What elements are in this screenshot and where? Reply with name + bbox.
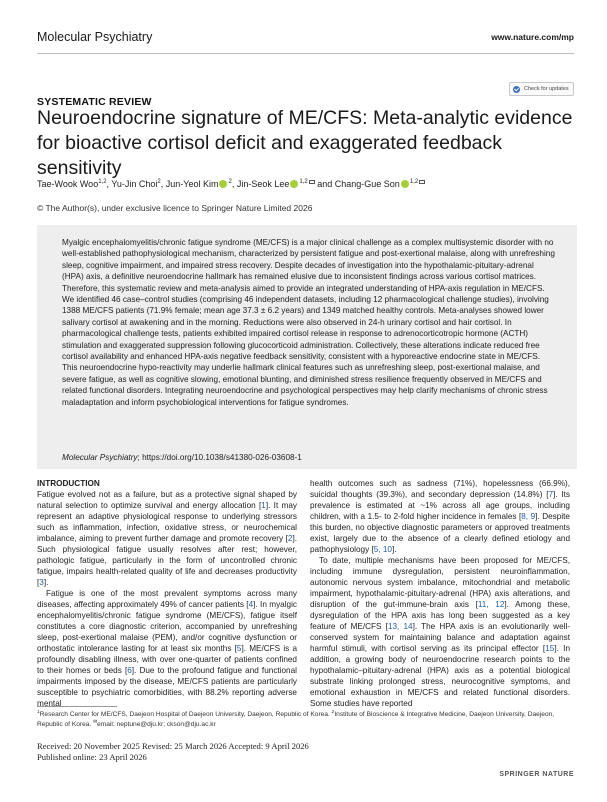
author-separator: , bbox=[160, 179, 166, 189]
article-type: SYSTEMATIC REVIEW bbox=[37, 96, 152, 108]
author-name[interactable]: Jun-Yeol Kim bbox=[165, 179, 219, 189]
author-name[interactable]: Chang-Gue Son bbox=[334, 179, 400, 189]
publisher-logo: SPRINGER NATURE bbox=[499, 771, 574, 778]
author-name[interactable]: Yu-Jin Choi bbox=[111, 179, 158, 189]
paragraph-text: ]. bbox=[391, 545, 397, 554]
author-separator: , bbox=[231, 179, 237, 189]
journal-name: Molecular Psychiatry bbox=[37, 30, 153, 44]
reference-link[interactable]: 13, 14 bbox=[387, 622, 413, 631]
author-affiliation-mark: 1,2 bbox=[299, 179, 308, 185]
author-affiliation-mark: 2 bbox=[228, 179, 232, 185]
reference-link[interactable]: 2 bbox=[287, 534, 293, 543]
reference-link[interactable]: 5 bbox=[236, 644, 242, 653]
orcid-icon[interactable] bbox=[401, 180, 409, 188]
reference-link[interactable]: 5, 10 bbox=[373, 545, 392, 554]
affiliation-mark: 1 bbox=[37, 709, 40, 715]
reference-link[interactable]: 6 bbox=[127, 666, 132, 675]
reference-link[interactable]: 8, 9 bbox=[521, 512, 536, 521]
check-updates-label: Check for updates bbox=[524, 86, 569, 92]
paragraph-text: ]. Despite this burden, no objective diagnostic parameters or approved treatments exist, largely due to the absence of a clearly defined etiology and pathophysiology [ bbox=[310, 512, 570, 554]
author-name[interactable]: Tae-Wook Woo bbox=[37, 179, 99, 189]
paragraph-text: ]. Due to the profound fatigue and functional impairments imposed by the disease, ME/CFS patients are particularly susceptible to psychiatric comorbidities, with 88.2% reporting adverse mental bbox=[37, 666, 297, 708]
journal-url[interactable]: www.nature.com/mp bbox=[491, 32, 574, 42]
paragraph-text: ]. It may represent an adaptive physiological response to underlying stressors such as inflammation, infection, oxidative stress, or neurochemical imbalance, aiming to prevent further damage and promote recovery [ bbox=[37, 501, 297, 543]
email-icon[interactable] bbox=[419, 180, 425, 184]
reference-link[interactable]: 7 bbox=[548, 490, 554, 499]
body-paragraph bbox=[310, 555, 570, 709]
check-updates-button[interactable] bbox=[509, 82, 574, 96]
body-paragraph bbox=[37, 489, 297, 588]
body-paragraph bbox=[37, 588, 297, 709]
body-column-left bbox=[37, 478, 297, 709]
affiliations bbox=[37, 710, 577, 729]
abstract-text: Myalgic encephalomyelitis/chronic fatigue syndrome (ME/CFS) is a major clinical challenge as a complex multisystemic disorder with no well-established pathophysiological mechanism, characterized by persistent fatigue and post-exertional malaise, along with unrefreshing sleep, cognitive impairment, and impaired stress recovery. Despite decades of investigation into the hypothalamic-pituitary-adrenal (HPA) axis, a definitive neuroendocrine hallmark has remained elusive due to inconsistent findings across various cortisol matrices. Therefore, this systematic review and meta-analysis aimed to provide an integrated understanding of HPA-axis regulation in ME/CFS. We identified 46 case–control studies (comprising 46 independent datasets, including 12 pharmacological challenge studies), involving 1388 ME/CFS patients (71.9% female; mean age 37.3 ± 6.2 years) and 1349 matched healthy controls. Meta-analyses showed lower salivary cortisol at awakening and in the morning. Reductions were also observed in 24-h urinary cortisol and hair cortisol. In pharmacological challenge tests, patients exhibited impaired cortisol release in response to adrenocorticotropic hormone (ACTH) stimulation and exaggerated suppression following glucocorticoid administration. Collectively, these alterations indicate reduced free cortisol availability and enhanced HPA-axis negative feedback sensitivity, consistent with a hyporeactive endocrine state in ME/CFS. This neuroendocrine hypo-reactivity may underlie hallmark clinical features such as unrefreshing sleep, post-exertional malaise, and severe fatigue, as well as cognitive slowing, emotional blunting, and diminished stress resilience frequently observed in ME/CFS and related functional disorders. Integrating neuroendocrine and psychological perspectives may help clarify mechanisms of chronic stress maladaptation and inform psychobiological interventions for fatigue syndromes. bbox=[62, 238, 555, 407]
paragraph-text: ]. The HPA axis is an evolutionarily well-conserved system for maintaining balance and adaptation against harmful stimuli, with cortisol serving as its principal effector [ bbox=[310, 622, 570, 653]
reference-link[interactable]: 4 bbox=[248, 600, 254, 609]
paragraph-text: ]. bbox=[43, 578, 49, 587]
article-dates bbox=[37, 741, 309, 763]
author-name[interactable]: Jin-Seok Lee bbox=[236, 179, 290, 189]
paragraph-text: Fatigue is one of the most prevalent symptoms across many diseases, affecting approximately 49% of cancer patients [ bbox=[37, 589, 297, 609]
left-paragraphs bbox=[37, 489, 297, 709]
affiliation-text: Research Center for ME/CFS, Daejeon Hospital of Daejeon University, Daejeon, Republic of Korea. bbox=[39, 711, 332, 718]
footnote-divider bbox=[37, 706, 117, 707]
header-divider bbox=[37, 53, 574, 54]
dates-published: Published online: 23 April 2026 bbox=[37, 752, 147, 762]
paragraph-text: Fatigue evolved not as a failure, but as a protective signal shaped by natural selection to optimize survival and energy allocation [ bbox=[37, 490, 297, 510]
citation-doi[interactable] bbox=[62, 453, 302, 462]
orcid-icon[interactable] bbox=[219, 180, 227, 188]
affiliation-text: Institute of Bioscience & Integrative Medicine, Daejeon University, Daejeon, Republic of Korea. bbox=[37, 711, 555, 728]
author-separator: , bbox=[106, 179, 112, 189]
author-affiliation-mark: 1,2 bbox=[409, 179, 419, 185]
article-title: Neuroendocrine signature of ME/CFS: Meta-analytic evidence for bioactive cortisol deficit and exaggerated feedback sensitivity bbox=[37, 107, 573, 179]
right-paragraphs bbox=[310, 478, 570, 709]
author-affiliation-mark: 2 bbox=[157, 179, 161, 185]
reference-link[interactable]: 3 bbox=[39, 578, 44, 587]
body-column-right bbox=[310, 478, 570, 709]
affiliation-mark: ✉ bbox=[93, 719, 98, 725]
reference-link[interactable]: 11, 12 bbox=[477, 600, 505, 609]
citation-journal: Molecular Psychiatry bbox=[62, 453, 138, 462]
paragraph-text: ]. Among these, dysregulation of the HPA axis has long been suggested as a key feature of ME/CFS [ bbox=[310, 600, 570, 631]
orcid-icon[interactable] bbox=[290, 180, 298, 188]
reference-link[interactable]: 15 bbox=[545, 644, 555, 653]
doi-link[interactable]: ; https://doi.org/10.1038/s41380-026-03608-1 bbox=[137, 453, 302, 462]
author-affiliation-mark: 1,2 bbox=[98, 179, 107, 185]
reference-link[interactable]: 1 bbox=[261, 501, 266, 510]
affiliation-mark: 2 bbox=[331, 709, 335, 715]
author-separator: and bbox=[314, 179, 335, 189]
affiliation-text: email: neptune@dju.kr; ckson@dju.ac.kr bbox=[97, 720, 216, 728]
copyright-notice: © The Author(s), under exclusive licence to Springer Nature Limited 2026 bbox=[37, 203, 313, 213]
dates-received: Received: 20 November 2025 Revised: 25 March 2026 Accepted: 9 April 2026 bbox=[37, 741, 309, 751]
paragraph-text: health outcomes such as sadness (71%), hopelessness (66.9%), suicidal thoughts (39.3%), and secondary depression (14.8%) [ bbox=[310, 479, 570, 499]
paragraph-text: To date, multiple mechanisms have been proposed for ME/CFS, including immune dysregulation, persistent neuroinflammation, autonomic nervous system imbalance, mitochondrial and metabolic impairment, hypothalamic-pituitary-adrenal (HPA) axis alterations, and disruption of the gut-immune-brain axis [ bbox=[310, 556, 570, 609]
paragraph-text: ]. Such physiological fatigue usually resolves after rest; however, pathologic fatigue, particularly in the form of uncontrolled chronic fatigue, impairs health-related quality of life and decreases productivity [ bbox=[37, 534, 297, 587]
body-paragraph bbox=[310, 478, 570, 555]
author-list bbox=[37, 178, 577, 190]
section-heading-introduction: INTRODUCTION bbox=[37, 479, 100, 488]
paragraph-text: ]. In addition, a growing body of neuroendocrine research points to the hypothalamic–pituitary-adrenal (HPA) axis as a potential biological substrate linking prolonged stress, neurocognitive symptoms, and emotional exhaustion in ME/CFS and related functional disorders. Some studies have reported bbox=[310, 644, 570, 708]
paragraph-text: ]. Its prevalence is estimated at ~1% across all age groups, including children, with a 1.5- to 2-fold higher incidence in females [ bbox=[310, 490, 571, 521]
check-icon bbox=[513, 86, 520, 93]
paragraph-text: ]. In myalgic encephalomyelitis/chronic fatigue syndrome (ME/CFS), fatigue itself constitutes a core diagnostic criterion, accompanied by unrefreshing sleep, post-exertional malaise (PEM), and/or cognitive dysfunction or orthostatic intolerance lasting for at least six months [ bbox=[37, 600, 297, 653]
paragraph-text: ]. ME/CFS is a profoundly disabling illness, with over one-quarter of patients confined to their homes or beds [ bbox=[37, 644, 297, 675]
